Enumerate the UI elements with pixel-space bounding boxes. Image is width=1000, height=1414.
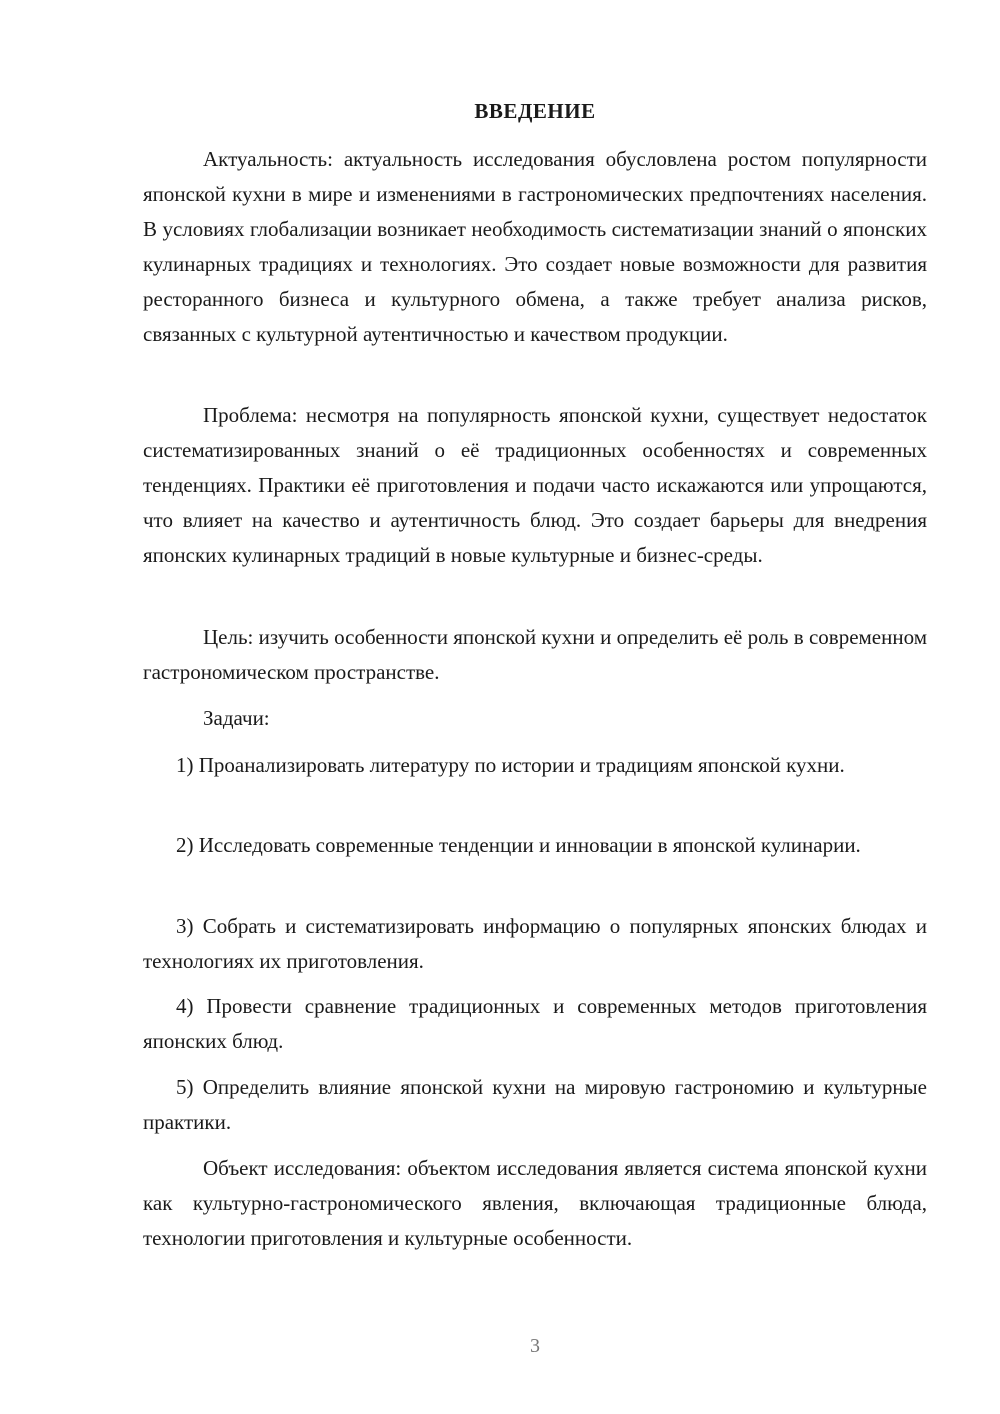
paragraph-goal: Цель: изучить особенности японской кухни и определить её роль в современном гастрономическом пространстве. [143,625,927,684]
task-item-3: 3) Собрать и систематизировать информацию о популярных японских блюдах и технологиях их приготовления. [143,914,927,973]
page-number: 3 [530,1335,540,1357]
document-page [143,0,927,1414]
paragraph-relevance: Актуальность: актуальность исследования обусловлена ростом популярности японской кухни в мире и изменениями в гастрономических предпочтениях населения. В условиях глобализации возникает необходимость систематизации знаний о японских кулинарных традициях и технологиях. Это создает новые возможности для развития ресторанного бизнеса и культурного обмена, а также требует анализа рисков, связанных с культурной аутентичностью и качеством продукции. [143,147,927,346]
task-item-2: 2) Исследовать современные тенденции и инновации в японской кулинарии. [176,833,861,857]
task-item-1: 1) Проанализировать литературу по истории и традициям японской кухни. [176,753,845,777]
task-item-4: 4) Провести сравнение традиционных и современных методов приготовления японских блюд. [143,994,927,1053]
paragraph-object: Объект исследования: объектом исследования является система японской кухни как культурно-гастрономического явления, включающая традиционные блюда, технологии приготовления и культурные особенности. [143,1156,927,1250]
task-item-5: 5) Определить влияние японской кухни на мировую гастрономию и культурные практики. [143,1075,927,1134]
page-title: ВВЕДЕНИЕ [474,99,596,123]
paragraph-problem: Проблема: несмотря на популярность японской кухни, существует недостаток систематизированных знаний о её традиционных особенностях и современных тенденциях. Практики её приготовления и подачи часто искажаются или упрощаются, что влияет на качество и аутентичность блюд. Это создает барьеры для внедрения японских кулинарных традиций в новые культурные и бизнес-среды. [143,403,927,567]
paragraph-tasks-label: Задачи: [203,706,270,730]
